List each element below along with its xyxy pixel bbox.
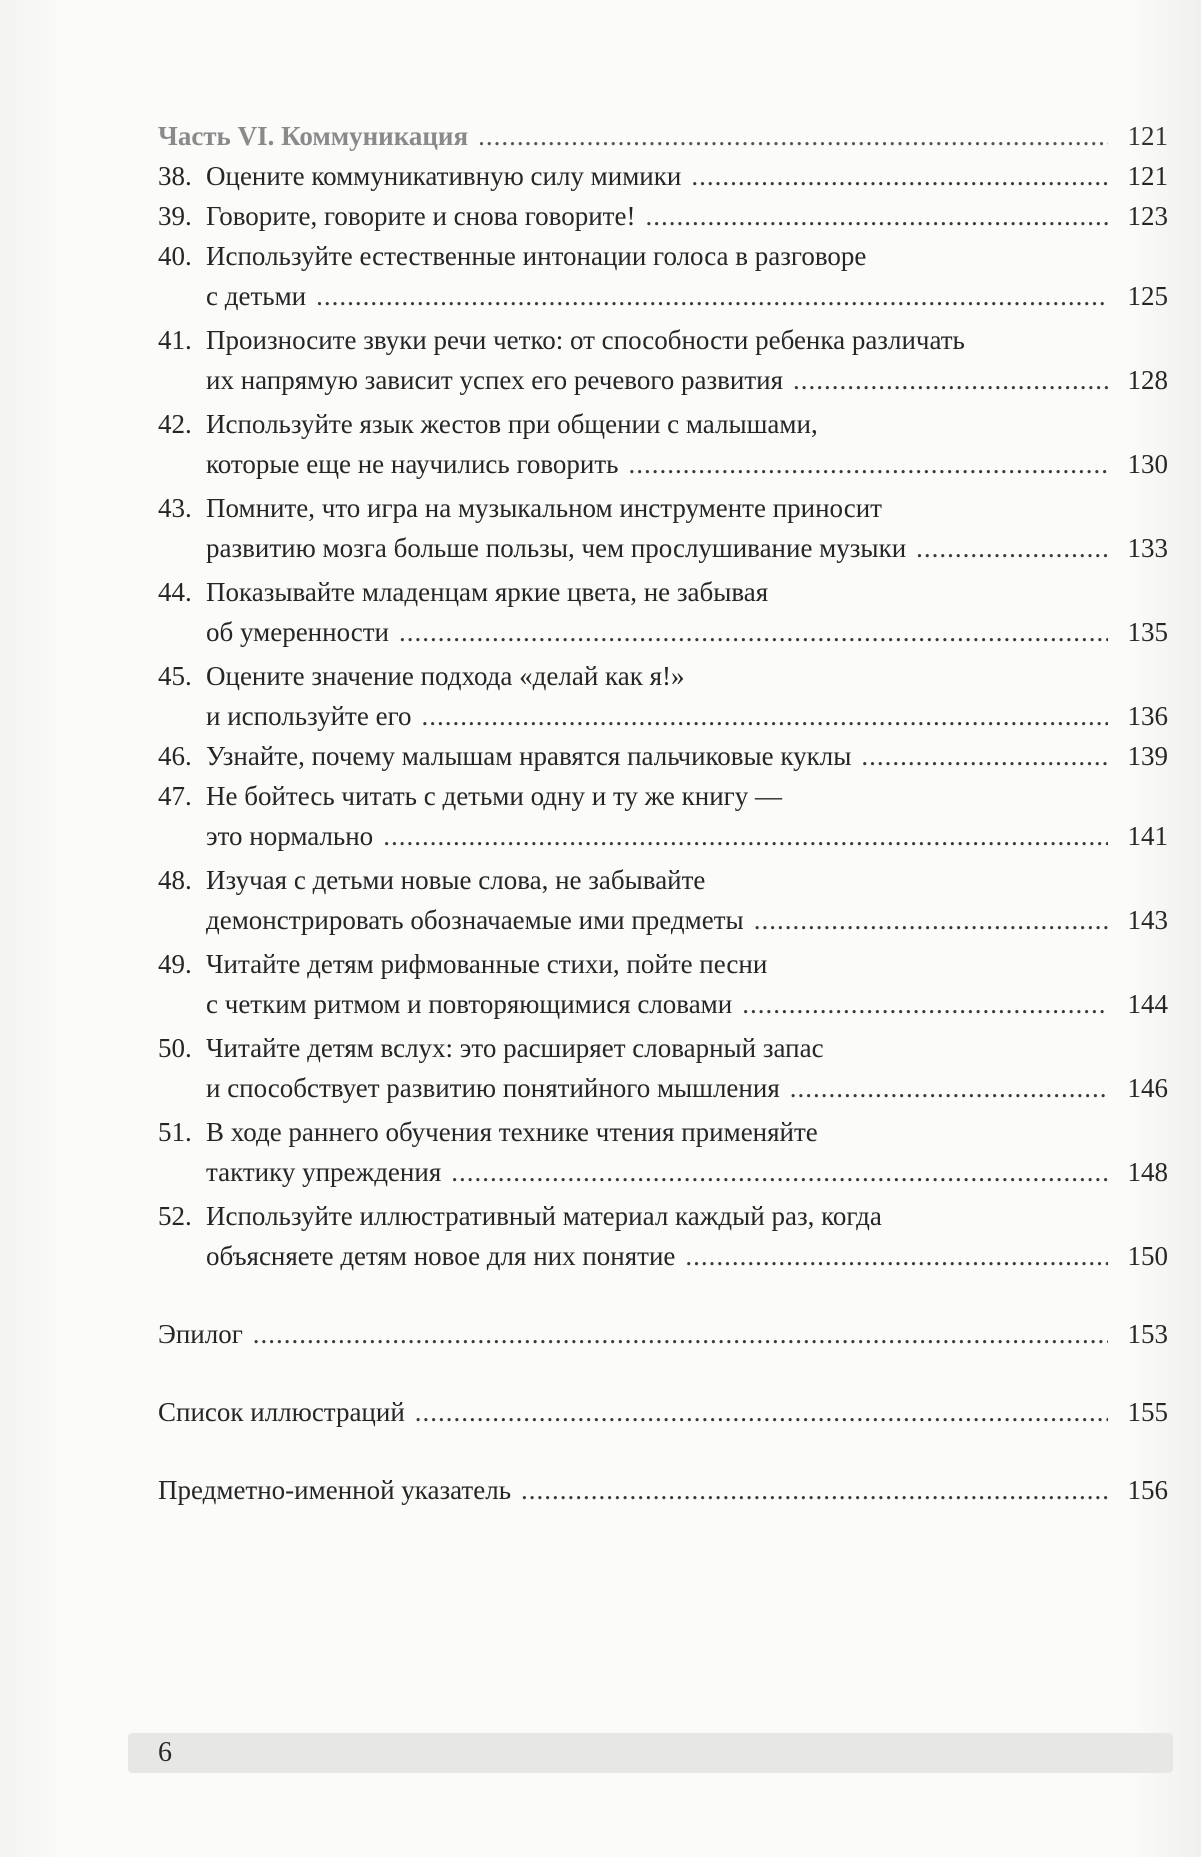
toc-entry: [158, 488, 1168, 528]
leader-dots: [629, 444, 1109, 484]
toc-entry-continuation: [158, 816, 1168, 856]
entry-page: 148: [1127, 1157, 1168, 1187]
entry-number: 43.: [158, 493, 192, 523]
entry-page: 136: [1127, 701, 1168, 731]
toc-entry: [158, 860, 1168, 900]
toc-epilogue: [158, 1314, 1168, 1354]
illustrations-list-title: Список иллюстраций: [158, 1397, 405, 1427]
entry-number: 39.: [158, 201, 192, 231]
leader-dots: [421, 696, 1108, 736]
table-of-contents: [158, 116, 1168, 1510]
toc-entry-continuation: [158, 1236, 1168, 1276]
entry-number: 44.: [158, 577, 192, 607]
entry-page: 141: [1127, 821, 1168, 851]
leader-dots: [645, 196, 1108, 236]
entry-title-continued: это нормально: [206, 821, 374, 851]
leader-dots: [451, 1152, 1108, 1192]
toc-entry-continuation: [158, 444, 1168, 484]
entry-page: 128: [1127, 365, 1168, 395]
entry-page: 121: [1127, 161, 1168, 191]
entry-number: 52.: [158, 1201, 192, 1231]
leader-dots: [478, 116, 1108, 156]
footer-bar: [128, 1733, 1173, 1773]
entry-number: 42.: [158, 409, 192, 439]
leader-dots: [691, 156, 1108, 196]
entry-page: 123: [1127, 201, 1168, 231]
entry-title-continued: демонстрировать обозначаемые ими предметы: [206, 905, 744, 935]
leader-dots: [415, 1392, 1108, 1432]
leader-dots: [793, 360, 1108, 400]
toc-entry: [158, 1028, 1168, 1068]
entry-number: 50.: [158, 1033, 192, 1063]
leader-dots: [316, 276, 1108, 316]
entry-page: 125: [1127, 281, 1168, 311]
leader-dots: [253, 1314, 1108, 1354]
entry-title-continued: тактику упреждения: [206, 1157, 442, 1187]
entry-title-continued: которые еще не научились говорить: [206, 449, 619, 479]
entry-title: Оцените коммуникативную силу мимики: [206, 161, 682, 191]
entry-number: 41.: [158, 325, 192, 355]
toc-entry: [158, 1112, 1168, 1152]
entry-number: 51.: [158, 1117, 192, 1147]
toc-entry-continuation: [158, 1068, 1168, 1108]
leader-dots: [742, 984, 1108, 1024]
toc-entry: [158, 944, 1168, 984]
entry-title-continued: развитию мозга больше пользы, чем прослушивание музыки: [206, 533, 907, 563]
entry-number: 46.: [158, 741, 192, 771]
illustrations-list-page: 155: [1127, 1397, 1168, 1427]
entry-title-continued: с детьми: [206, 281, 307, 311]
leader-dots: [754, 900, 1108, 940]
entry-title-continued: с четким ритмом и повторяющимися словами: [206, 989, 733, 1019]
epilogue-page: 153: [1127, 1319, 1168, 1349]
entry-number: 47.: [158, 781, 192, 811]
entry-page: 143: [1127, 905, 1168, 935]
toc-entry: [158, 156, 1168, 196]
entry-title: Изучая с детьми новые слова, не забывайте: [206, 865, 706, 895]
toc-entry: [158, 404, 1168, 444]
subject-index-title: Предметно-именной указатель: [158, 1475, 512, 1505]
entry-title: Используйте естественные интонации голоса в разговоре: [206, 241, 867, 271]
entry-title-continued: и способствует развитию понятийного мышления: [206, 1073, 780, 1103]
entry-page: 135: [1127, 617, 1168, 647]
page-number: 6: [158, 1737, 172, 1768]
entry-number: 48.: [158, 865, 192, 895]
entry-page: 130: [1127, 449, 1168, 479]
leader-dots: [861, 736, 1108, 776]
entry-number: 49.: [158, 949, 192, 979]
part-page: 121: [1127, 121, 1168, 151]
entry-title: Читайте детям вслух: это расширяет словарный запас: [206, 1033, 824, 1063]
entry-title: Показывайте младенцам яркие цвета, не забывая: [206, 577, 769, 607]
entry-title: Используйте язык жестов при общении с малышами,: [206, 409, 818, 439]
leader-dots: [685, 1236, 1108, 1276]
toc-entry-continuation: [158, 696, 1168, 736]
toc-entry: [158, 736, 1168, 776]
entry-number: 38.: [158, 161, 192, 191]
toc-entry-continuation: [158, 612, 1168, 652]
toc-entry: [158, 236, 1168, 276]
entry-title: Не бойтесь читать с детьми одну и ту же книгу —: [206, 781, 783, 811]
entry-page: 150: [1127, 1241, 1168, 1271]
toc-entry: [158, 1196, 1168, 1236]
leader-dots: [399, 612, 1108, 652]
toc-entry-continuation: [158, 984, 1168, 1024]
entry-title: Помните, что игра на музыкальном инструменте приносит: [206, 493, 882, 523]
entry-title-continued: об умеренности: [206, 617, 389, 647]
entry-title-continued: их напрямую зависит успех его речевого развития: [206, 365, 784, 395]
toc-part-heading: [158, 116, 1168, 156]
toc-entry: [158, 776, 1168, 816]
entry-title-continued: и используйте его: [206, 701, 412, 731]
toc-subject-index: [158, 1470, 1168, 1510]
entry-page: 146: [1127, 1073, 1168, 1103]
leader-dots: [383, 816, 1108, 856]
toc-entry-continuation: [158, 1152, 1168, 1192]
toc-entry-continuation: [158, 900, 1168, 940]
toc-entry: [158, 656, 1168, 696]
toc-entry-continuation: [158, 528, 1168, 568]
toc-entry-continuation: [158, 276, 1168, 316]
toc-entry: [158, 572, 1168, 612]
entry-title: Узнайте, почему малышам нравятся пальчиковые куклы: [206, 741, 852, 771]
part-title: Часть VI. Коммуникация: [158, 121, 469, 151]
toc-entry: [158, 320, 1168, 360]
entry-title: Читайте детям рифмованные стихи, пойте песни: [206, 949, 768, 979]
toc-illustrations-list: [158, 1392, 1168, 1432]
entry-title: Оцените значение подхода «делай как я!»: [206, 661, 685, 691]
entry-title: В ходе раннего обучения технике чтения применяйте: [206, 1117, 818, 1147]
entry-title-continued: объясняете детям новое для них понятие: [206, 1241, 676, 1271]
entry-number: 45.: [158, 661, 192, 691]
entry-page: 133: [1127, 533, 1168, 563]
entry-title: Произносите звуки речи четко: от способности ребенка различать: [206, 325, 965, 355]
subject-index-page: 156: [1127, 1475, 1168, 1505]
entry-page: 139: [1127, 741, 1168, 771]
leader-dots: [790, 1068, 1108, 1108]
entry-page: 144: [1127, 989, 1168, 1019]
entry-title: Говорите, говорите и снова говорите!: [206, 201, 636, 231]
entry-title: Используйте иллюстративный материал каждый раз, когда: [206, 1201, 882, 1231]
leader-dots: [916, 528, 1108, 568]
toc-entry-continuation: [158, 360, 1168, 400]
leader-dots: [521, 1470, 1108, 1510]
entry-number: 40.: [158, 241, 192, 271]
toc-entry: [158, 196, 1168, 236]
epilogue-title: Эпилог: [158, 1319, 243, 1349]
